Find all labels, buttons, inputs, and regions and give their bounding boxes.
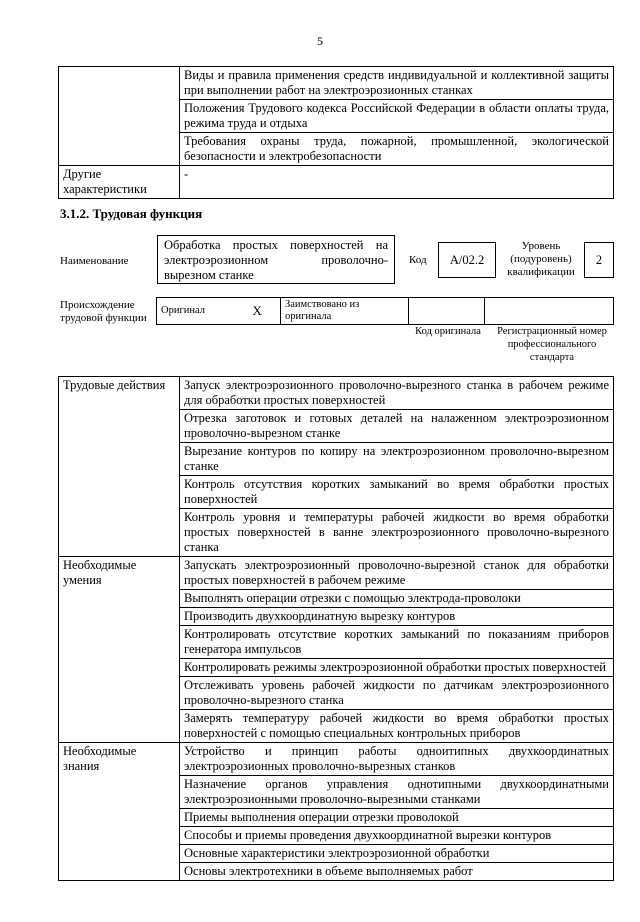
table-row <box>59 377 614 410</box>
row-item: Контролировать отсутствие коротких замыканий по показаниям приборов генератора импульсов <box>180 626 614 659</box>
level-label: Уровень (подуровень) квалификации <box>507 240 575 278</box>
table-row <box>59 743 614 776</box>
labor-function-table <box>58 376 614 881</box>
row-item: Основные характеристики электроэрозионной обработки <box>180 845 614 863</box>
borrowed-label: Заимствовано из оригинала <box>281 298 409 325</box>
row-item: Контроль уровня и температуры рабочей жидкости во время обработки простых поверхностей в ванне электроэрозионного проволочно-вырезного станка <box>180 509 614 557</box>
function-name-box: Обработка простых поверхностей на электроэрозионном проволочно-вырезном станке <box>157 235 395 284</box>
row-item: Запуск электроэрозионного проволочно-вырезного станка в рабочем режиме для обработки простых поверхностей <box>180 377 614 410</box>
registration-number-caption: Регистрационный номер профессионального стандарта <box>497 326 607 363</box>
original-mark: X <box>235 298 281 325</box>
registration-number-cell <box>485 298 614 325</box>
row-item: Вырезание контуров по копиру на электроэрозионном проволочно-вырезном станке <box>180 443 614 476</box>
table-row <box>59 166 614 199</box>
original-label: Оригинал <box>157 298 235 325</box>
row-item: Контроль отсутствия коротких замыканий во время обработки простых поверхностей <box>180 476 614 509</box>
row-item: Запускать электроэрозионный проволочно-вырезной станок для обработки простых поверхностей в рабочем режиме <box>180 557 614 590</box>
row-item: Способы и приемы проведения двухкоординатной вырезки контуров <box>180 827 614 845</box>
code-label: Код <box>409 254 427 266</box>
row-item: Назначение органов управления однотипными двухкоординатными электроэрозионными проволочно-вырезными станками <box>180 776 614 809</box>
table-row <box>59 557 614 590</box>
page-number: 5 <box>317 34 323 48</box>
row-label: Необходимые знания <box>59 743 180 881</box>
table-row <box>59 67 614 100</box>
name-label: Наименование <box>60 255 129 267</box>
section-title: 3.1.2. Трудовая функция <box>60 206 203 221</box>
row-item: Приемы выполнения операции отрезки проволокой <box>180 809 614 827</box>
row-item: - <box>180 166 614 199</box>
row-label: Трудовые действия <box>59 377 180 557</box>
row-item: Положения Трудового кодекса Российской Федерации в области оплаты труда, режима труда и отдыха <box>180 100 614 133</box>
row-item: Виды и правила применения средств индивидуальной и коллективной защиты при выполнении работ на электроэрозионных станках <box>180 67 614 100</box>
qualification-level-box: 2 <box>584 242 614 278</box>
row-item: Отрезка заготовок и готовых деталей на налаженном электроэрозионном проволочно-вырезном станке <box>180 410 614 443</box>
row-item: Производить двухкоординатную вырезку контуров <box>180 608 614 626</box>
row-item: Отслеживать уровень рабочей жидкости по датчикам электроэрозионного проволочно-вырезного станка <box>180 677 614 710</box>
row-label: Необходимые умения <box>59 557 180 743</box>
continued-characteristics-table <box>58 66 614 199</box>
original-code-cell <box>409 298 485 325</box>
row-item: Устройство и принцип работы одноитипных двухкоординатных электроэрозионных проволочно-вырезных станков <box>180 743 614 776</box>
row-item: Замерять температуру рабочей жидкости во время обработки простых поверхностей с помощью специальных контрольных приборов <box>180 710 614 743</box>
function-code-box: А/02.2 <box>438 242 496 278</box>
origin-label: Происхождение трудовой функции <box>60 299 147 324</box>
row-item: Основы электротехники в объеме выполняемых работ <box>180 863 614 881</box>
row-item: Требования охраны труда, пожарной, промышленной, экологической безопасности и электробезопасности <box>180 133 614 166</box>
original-code-caption: Код оригинала <box>415 326 481 337</box>
origin-table <box>156 297 614 325</box>
row-label <box>59 67 180 166</box>
row-item: Выполнять операции отрезки с помощью электрода-проволоки <box>180 590 614 608</box>
row-item: Контролировать режимы электроэрозионной обработки простых поверхностей <box>180 659 614 677</box>
row-label: Другие характеристики <box>59 166 180 199</box>
